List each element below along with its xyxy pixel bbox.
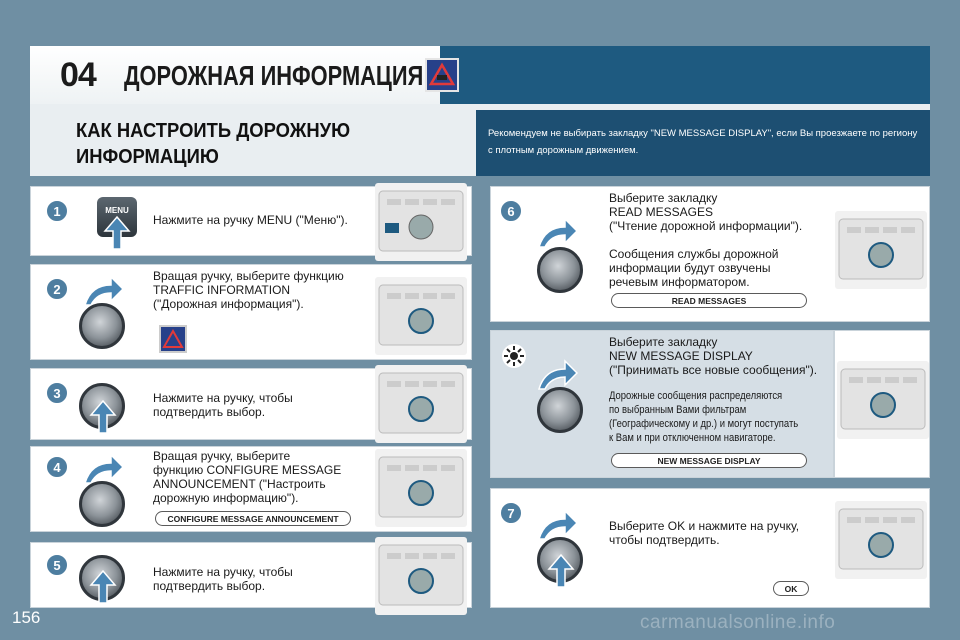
radio-panel-image	[375, 183, 467, 261]
step-6	[490, 186, 930, 322]
header-accent	[440, 46, 930, 104]
step-2-text: Вращая ручку, выберите функцию TRAFFIC INFORMATION ("Дорожная информация").	[153, 269, 344, 311]
step-3	[30, 368, 472, 440]
ok-pill: OK	[773, 581, 809, 596]
watermark: carmanualsonline.info	[640, 612, 836, 633]
step-new-message-text: Выберите закладку NEW MESSAGE DISPLAY ("Принимать все новые сообщения").	[609, 335, 818, 377]
step-5	[30, 542, 472, 608]
rotary-knob	[79, 481, 125, 527]
radio-panel-image	[375, 449, 467, 527]
step-5-text: Нажмите на ручку, чтобы подтвердить выбор.	[153, 565, 293, 593]
step-badge: 2	[45, 277, 69, 301]
rotary-knob	[79, 303, 125, 349]
step-7-text: Выберите OK и нажмите на ручку, чтобы подтвердить.	[609, 519, 800, 547]
step-6-text: Выберите закладку READ MESSAGES ("Чтение дорожной информации").	[609, 191, 803, 233]
step-badge: 3	[45, 381, 69, 405]
radio-panel-image	[375, 537, 467, 615]
read-messages-pill: READ MESSAGES	[611, 293, 807, 308]
step-6-info: Сообщения службы дорожной информации будут озвучены речевым информатором.	[609, 247, 779, 289]
radio-panel-image	[835, 211, 927, 289]
press-arrow-icon	[547, 553, 575, 589]
step-badge: 6	[499, 199, 523, 223]
radio-panel-image	[375, 365, 467, 443]
rotary-knob	[537, 247, 583, 293]
section-title: КАК НАСТРОИТЬ ДОРОЖНУЮ ИНФОРМАЦИЮ	[76, 120, 351, 168]
press-arrow-icon	[103, 215, 131, 251]
step-badge: 5	[45, 553, 69, 577]
menu-button: MENU	[97, 197, 137, 237]
rotate-arrow-icon	[535, 217, 579, 249]
step-7	[490, 488, 930, 608]
step-4-text: Вращая ручку, выберите функцию CONFIGURE MESSAGE ANNOUNCEMENT ("Настроить дорожную информацию").	[153, 449, 342, 505]
step-2	[30, 264, 472, 360]
page-number: 156	[12, 608, 41, 627]
recommendation-text: Рекомендуем не выбирать закладку "NEW MESSAGE DISPLAY", если Вы проезжаете по региону с плотным дорожным движением.	[488, 128, 918, 156]
configure-message-pill: CONFIGURE MESSAGE ANNOUNCEMENT	[155, 511, 351, 526]
step-new-message-panel-box	[834, 330, 930, 478]
step-badge: 1	[45, 199, 69, 223]
new-message-display-pill: NEW MESSAGE DISPLAY	[611, 453, 807, 468]
press-arrow-icon	[89, 399, 117, 435]
step-new-message	[490, 330, 834, 478]
radio-panel-image	[835, 501, 927, 579]
step-3-text: Нажмите на ручку, чтобы подтвердить выбор.	[153, 391, 293, 419]
step-new-message-note: Дорожные сообщения распределяются по выбранным Вами фильтрам (Географическому и др.) и могут поступать к Вам и при отключенном навигаторе.	[609, 390, 799, 444]
rotary-knob	[537, 387, 583, 433]
radio-panel-image	[837, 361, 929, 439]
step-1	[30, 186, 472, 256]
step-badge: 7	[499, 501, 523, 525]
tip-icon	[501, 343, 527, 369]
step-4	[30, 446, 472, 532]
chapter-number: 04	[60, 56, 96, 94]
step-badge: 4	[45, 455, 69, 479]
chapter-title: ДОРОЖНАЯ ИНФОРМАЦИЯ	[124, 60, 424, 91]
radio-panel-image	[375, 277, 467, 355]
step-1-text: Нажмите на ручку MENU ("Меню").	[153, 213, 348, 227]
traffic-info-icon	[159, 325, 187, 353]
press-arrow-icon	[89, 569, 117, 605]
traffic-sign-icon	[425, 58, 459, 92]
